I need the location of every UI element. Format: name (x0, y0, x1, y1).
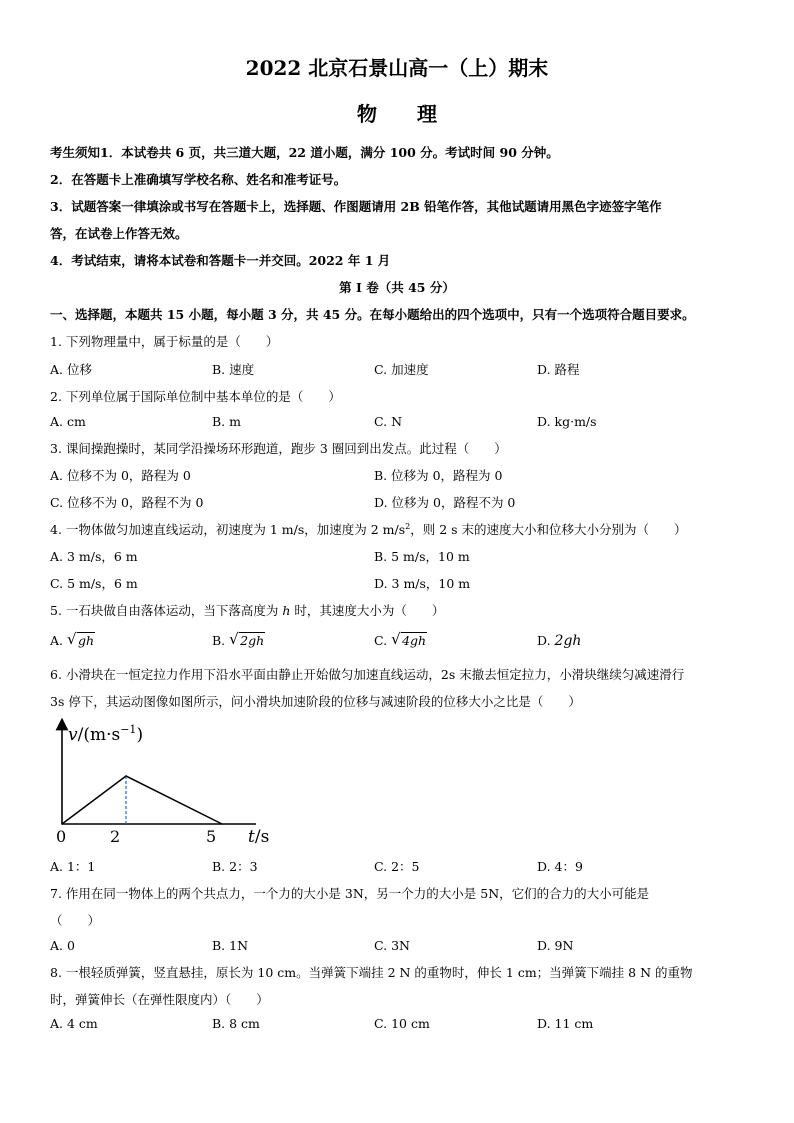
document-title: 2022 北京石景山高一（上）期末 (245, 56, 549, 80)
y-axis-label-var: v (68, 725, 78, 745)
q4-stem-exponent: 2 (405, 521, 411, 531)
q6-option-d: D. 4：9 (537, 859, 583, 874)
q3-option-d: D. 位移为 0，路程不为 0 (374, 495, 516, 510)
data-point (125, 775, 127, 777)
q4-stem-part-1: 4. 一物体做匀加速直线运动，初速度为 1 m/s，加速度为 2 m/s (50, 522, 406, 537)
q3-option-a: A. 位移不为 0，路程为 0 (50, 468, 191, 483)
q4-stem-part-2: ，则 2 s 末的速度大小和位移大小分别为（ ） (410, 522, 687, 537)
y-axis-label-unit: /(m·s (77, 725, 121, 745)
notice-line-2: 2．在答题卡上准确填写学校名称、姓名和准考证号。 (50, 172, 347, 187)
x-axis-label (248, 827, 269, 847)
velocity-series (61, 775, 223, 825)
q2-option-a: A. cm (50, 414, 86, 429)
x-axis-label-var: t (248, 827, 255, 847)
y-axis-label-exponent: −1 (120, 723, 137, 736)
q2-option-b: B. m (212, 414, 241, 429)
data-point (221, 823, 223, 825)
q7-option-d: D. 9N (537, 938, 574, 953)
q8-option-c: C. 10 cm (374, 1016, 430, 1031)
tick-label-0: 0 (56, 827, 67, 846)
q4-option-d: D. 3 m/s，10 m (374, 576, 471, 591)
question-2-stem: 2. 下列单位属于国际单位制中基本单位的是（ ） (50, 389, 341, 404)
q5-option-b (212, 630, 265, 648)
q5-option-c (374, 630, 427, 648)
q6-option-c: C. 2：5 (374, 859, 420, 874)
velocity-time-graph (48, 718, 288, 848)
notice-line-1: 考生须知1．本试卷共 6 页，共三道大题，22 道小题，满分 100 分。考试时间 90 分钟。 (50, 145, 559, 160)
section-instruction: 一、选择题，本题共 15 小题，每小题 3 分，共 45 分。在每小题给出的四个选项中，只有一个选项符合题目要求。 (50, 307, 695, 322)
q5-option-a-radicand: gh (78, 633, 95, 648)
notice-line-3: 3．试题答案一律填涂或书写在答题卡上，选择题、作图题请用 2B 铅笔作答，其他试题请用黑色字迹签字笔作 (50, 199, 662, 214)
x-axis-label-unit: /s (254, 827, 270, 847)
q7-option-a: A. 0 (50, 938, 75, 953)
q8-option-a: A. 4 cm (50, 1016, 98, 1031)
q8-option-d: D. 11 cm (537, 1016, 594, 1031)
q5-option-d (537, 633, 581, 649)
q5-option-b-sqrt: √ 2gh (229, 630, 265, 648)
q5-option-c-label: C. (374, 633, 388, 648)
question-6-stem-line2: 3s 停下，其运动图像如图所示，问小滑块加速阶段的位移与减速阶段的位移大小之比是（ ） (50, 694, 581, 709)
tick-label-2: 2 (110, 827, 121, 846)
q1-option-b: B. 速度 (212, 362, 255, 377)
q1-option-d: D. 路程 (537, 362, 580, 377)
q7-option-b: B. 1N (212, 938, 249, 953)
q4-option-b: B. 5 m/s，10 m (374, 549, 470, 564)
q5-option-d-expression: 2gh (554, 633, 582, 649)
q1-option-c: C. 加速度 (374, 362, 429, 377)
q5-option-a-sqrt: √ gh (67, 630, 95, 648)
q5-option-b-label: B. (212, 633, 226, 648)
question-7-stem-line2: （ ） (50, 913, 101, 928)
data-point (61, 823, 63, 825)
q2-option-c: C. N (374, 414, 403, 429)
q2-option-d: D. kg·m/s (537, 414, 597, 429)
question-1-stem: 1. 下列物理量中，属于标量的是（ ） (50, 334, 279, 349)
notice-line-4: 4．考试结束，请将本试卷和答题卡一并交回。2022 年 1 月 (50, 253, 391, 268)
q5-option-d-label: D. (537, 633, 551, 648)
question-4-stem (50, 520, 687, 538)
q4-option-c: C. 5 m/s，6 m (50, 576, 138, 591)
q5-option-c-radicand: 4gh (402, 633, 427, 648)
q5-stem-variable: h (282, 603, 291, 618)
q6-option-b: B. 2：3 (212, 859, 258, 874)
q5-option-a (50, 630, 95, 648)
q5-option-b-radicand: 2gh (240, 633, 265, 648)
question-3-stem: 3. 课间操跑操时，某同学沿操场环形跑道，跑步 3 圈回到出发点。此过程（ ） (50, 441, 507, 456)
q5-stem-part-2: 时，其速度大小为（ ） (290, 603, 445, 618)
question-7-stem: 7. 作用在同一物体上的两个共点力，一个力的大小是 3N，另一个力的大小是 5N，它们的合力的大小可能是 (50, 886, 650, 901)
velocity-line (62, 776, 222, 824)
q3-option-b: B. 位移为 0，路程为 0 (374, 468, 503, 483)
q5-option-a-label: A. (50, 633, 64, 648)
subject-title: 物 理 (357, 102, 437, 126)
q8-option-b: B. 8 cm (212, 1016, 260, 1031)
question-8-stem: 8. 一根轻质弹簧，竖直悬挂，原长为 10 cm。当弹簧下端挂 2 N 的重物时，伸长 1 cm；当弹簧下端挂 8 N 的重物 (50, 965, 693, 980)
q1-option-a: A. 位移 (50, 362, 92, 377)
tick-label-5: 5 (206, 827, 217, 846)
q5-stem-part-1: 5. 一石块做自由落体运动，当下落高度为 (50, 603, 283, 618)
q4-option-a: A. 3 m/s，6 m (50, 549, 138, 564)
q5-option-c-sqrt: √ 4gh (391, 630, 427, 648)
notice-line-3b: 答，在试卷上作答无效。 (50, 226, 188, 241)
q7-option-c: C. 3N (374, 938, 410, 953)
y-axis-label-close: ) (136, 725, 144, 745)
question-6-stem: 6. 小滑块在一恒定拉力作用下沿水平面由静止开始做匀加速直线运动，2s 末撤去恒定拉力，小滑块继续匀减速滑行 (50, 667, 685, 682)
section-title: 第 I 卷（共 45 分） (339, 280, 455, 295)
question-5-stem (50, 601, 444, 619)
q6-option-a: A. 1：1 (50, 859, 96, 874)
y-axis-label (68, 723, 143, 745)
question-8-stem-line2: 时，弹簧伸长（在弹性限度内）（ ） (50, 992, 269, 1007)
q3-option-c: C. 位移不为 0，路程不为 0 (50, 495, 204, 510)
